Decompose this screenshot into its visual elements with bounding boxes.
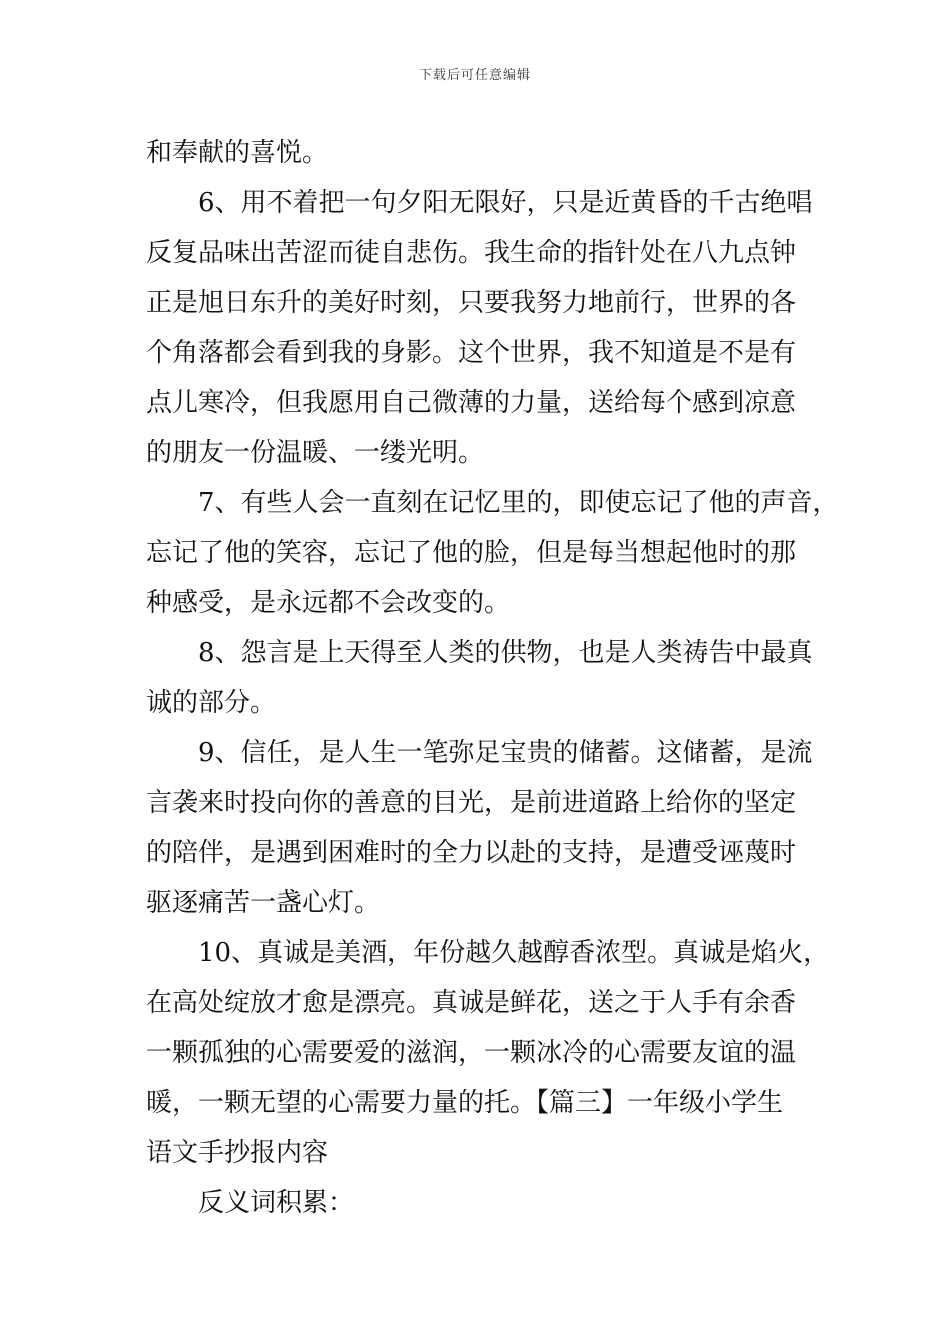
text-line: 暖，一颗无望的心需要力量的托。【篇三】一年级小学生 bbox=[146, 1088, 784, 1118]
text-line: 8、怨言是上天得至人类的供物，也是人类祷告中最真 bbox=[198, 638, 813, 668]
text-line: 的陪伴，是遇到困难时的全力以赴的支持，是遭受诬蔑时 bbox=[146, 838, 797, 868]
text-line: 9、信任，是人生一笔弥足宝贵的储蓄。这储蓄，是流 bbox=[198, 738, 813, 768]
text-line: 反复品味出苦涩而徒自悲伤。我生命的指针处在八九点钟 bbox=[146, 238, 797, 268]
document-body bbox=[146, 128, 839, 1228]
text-line: 正是旭日东升的美好时刻，只要我努力地前行，世界的各 bbox=[146, 288, 797, 318]
text-line: 反义词积累： bbox=[198, 1188, 355, 1218]
text-line: 一颗孤独的心需要爱的滋润，一颗冰冷的心需要友谊的温 bbox=[146, 1038, 797, 1068]
page-header: 下载后可任意编辑 bbox=[418, 68, 531, 83]
text-line: 6、用不着把一句夕阳无限好，只是近黄昏的千古绝唱 bbox=[198, 188, 813, 218]
text-line: 忘记了他的笑容，忘记了他的脸，但是每当想起他时的那 bbox=[146, 538, 797, 568]
text-line: 个角落都会看到我的身影。这个世界，我不知道是不是有 bbox=[146, 338, 797, 368]
text-line: 和奉献的喜悦。 bbox=[146, 138, 329, 168]
text-line: 在高处绽放才愈是漂亮。真诚是鲜花，送之于人手有余香 bbox=[146, 988, 797, 1018]
text-line: 言袭来时投向你的善意的目光，是前进道路上给你的坚定 bbox=[146, 788, 797, 818]
text-line: 的朋友一份温暖、一缕光明。 bbox=[146, 438, 485, 468]
text-line: 种感受，是永远都不会改变的。 bbox=[146, 588, 511, 618]
text-line: 点儿寒冷，但我愿用自己微薄的力量，送给每个感到凉意 bbox=[146, 388, 797, 418]
text-line: 语文手抄报内容 bbox=[146, 1138, 329, 1168]
text-line: 驱逐痛苦一盏心灯。 bbox=[146, 888, 381, 918]
text-line: 10、真诚是美酒，年份越久越醇香浓型。真诚是焰火， bbox=[198, 938, 830, 968]
text-line: 7、有些人会一直刻在记忆里的，即使忘记了他的声音， bbox=[198, 488, 839, 518]
text-line: 诚的部分。 bbox=[146, 688, 277, 718]
